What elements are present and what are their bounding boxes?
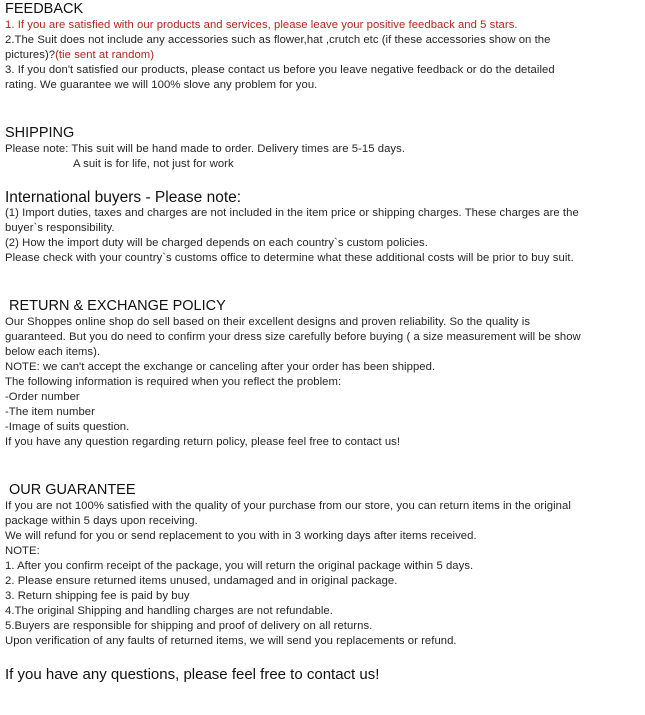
feedback-line-3a: pictures)? <box>5 49 56 61</box>
return-line-2: guaranteed. But you do need to confirm your dress size carefully before buying ( a size measurement will be show <box>5 331 581 343</box>
shipping-line-2: A suit is for life, not just for work <box>73 158 234 170</box>
return-policy-heading: RETURN & EXCHANGE POLICY <box>5 298 226 314</box>
international-line-3: (2) How the import duty will be charged depends on each country`s custom policies. <box>5 237 428 249</box>
guarantee-line-5: 1. After you confirm receipt of the package, you will return the original package within 5 days. <box>5 560 474 572</box>
guarantee-line-3: We will refund for you or send replacement to you with in 3 working days after items received. <box>5 530 477 542</box>
international-line-4: Please check with your country`s customs office to determine what these additional costs will be prior to buy suit. <box>5 252 574 264</box>
return-line-9: If you have any question regarding return policy, please feel free to contact us! <box>5 436 401 448</box>
return-line-6: -Order number <box>5 391 80 403</box>
return-line-3: below each items). <box>5 346 101 358</box>
return-line-8: -Image of suits question. <box>5 421 130 433</box>
feedback-line-3b: (tie sent at random) <box>55 49 155 61</box>
guarantee-line-10: Upon verification of any faults of returned items, we will send you replacements or refund. <box>5 635 457 647</box>
guarantee-line-8: 4.The original Shipping and handling charges are not refundable. <box>5 605 333 617</box>
guarantee-section <box>5 482 571 649</box>
guarantee-line-7: 3. Return shipping fee is paid by buy <box>5 590 190 602</box>
feedback-line-2: 2.The Suit does not include any accessories such as flower,hat ,crutch etc (if these accessories show on the <box>5 34 551 46</box>
shipping-line-1: Please note: This suit will be hand made to order. Delivery times are 5-15 days. <box>5 143 406 155</box>
shipping-section <box>5 125 405 172</box>
return-policy-section <box>5 298 581 450</box>
closing-message: If you have any questions, please feel free to contact us! <box>5 666 380 683</box>
guarantee-heading: OUR GUARANTEE <box>5 482 136 498</box>
international-line-1: (1) Import duties, taxes and charges are not included in the item price or shipping charges. These charges are the <box>5 207 579 219</box>
return-line-5: The following information is required when you reflect the problem: <box>5 376 342 388</box>
guarantee-line-4: NOTE: <box>5 545 40 557</box>
feedback-line-4: 3. If you don't satisfied our products, please contact us before you leave negative feedback or do the detailed <box>5 64 555 76</box>
return-line-7: -The item number <box>5 406 95 418</box>
guarantee-line-6: 2. Please ensure returned items unused, undamaged and in original package. <box>5 575 398 587</box>
shipping-heading: SHIPPING <box>5 125 75 141</box>
feedback-section <box>5 1 555 93</box>
feedback-line-5: rating. We guarantee we will 100% slove any problem for you. <box>5 79 318 91</box>
feedback-heading: FEEDBACK <box>5 1 84 17</box>
guarantee-line-9: 5.Buyers are responsible for shipping and proof of delivery on all returns. <box>5 620 373 632</box>
international-section <box>5 189 579 266</box>
feedback-line-3 <box>5 48 555 63</box>
return-line-4: NOTE: we can't accept the exchange or canceling after your order has been shipped. <box>5 361 436 373</box>
guarantee-line-1: If you are not 100% satisfied with the quality of your purchase from our store, you can return items in the original <box>5 500 571 512</box>
feedback-line-1: 1. If you are satisfied with our products and services, please leave your positive feedback and 5 stars. <box>5 19 518 31</box>
return-line-1: Our Shoppes online shop do sell based on their excellent designs and proven reliability. So the quality is <box>5 316 531 328</box>
international-line-2: buyer`s responsibility. <box>5 222 115 234</box>
international-heading: International buyers - Please note: <box>5 189 242 206</box>
guarantee-line-2: package within 5 days upon receiving. <box>5 515 198 527</box>
